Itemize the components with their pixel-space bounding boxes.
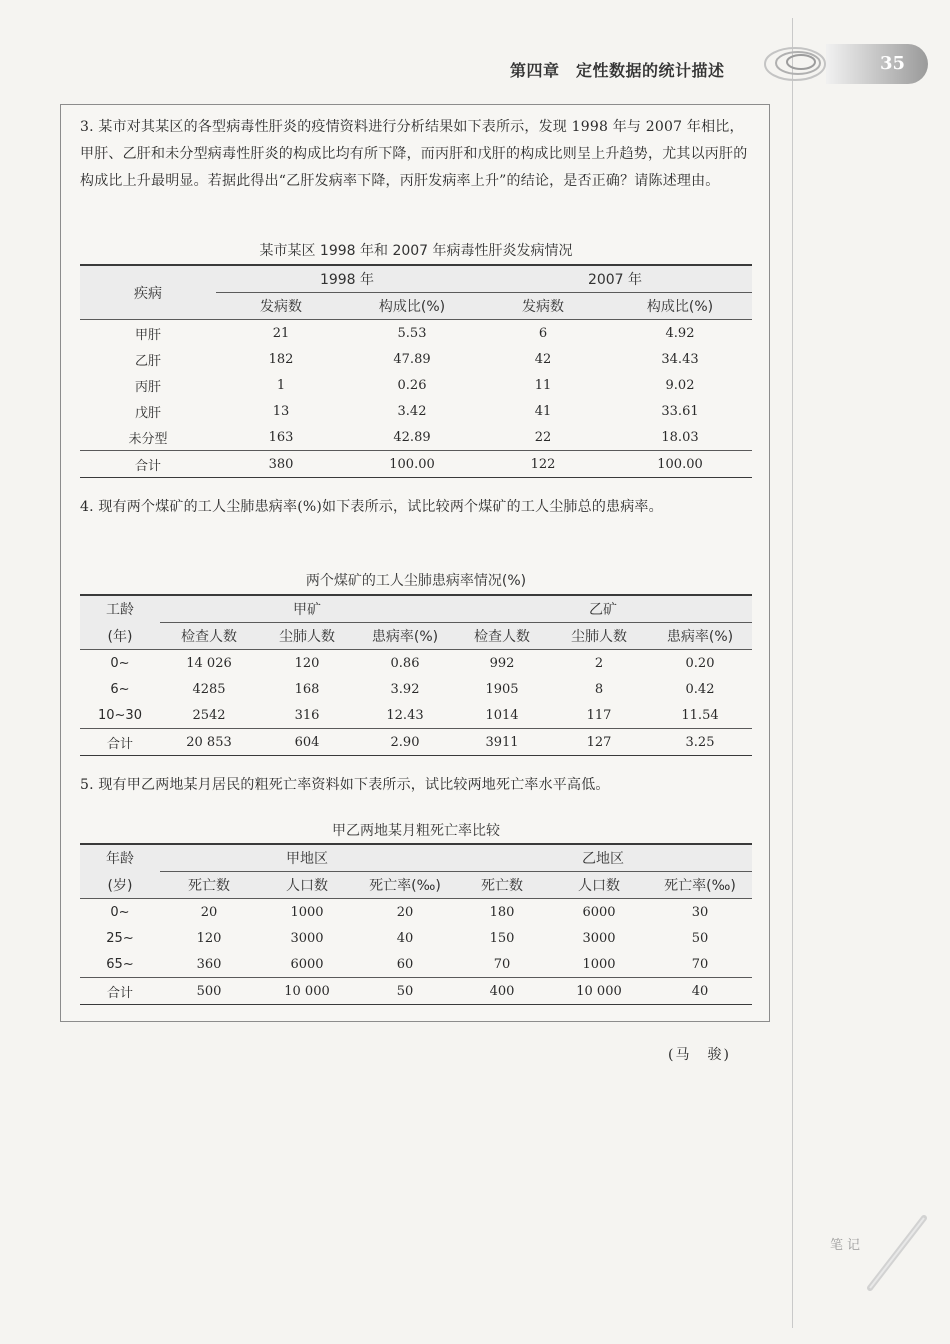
- table-cell: 5.53: [397, 325, 427, 341]
- table-cell: 34.43: [661, 351, 699, 367]
- column-header: 死亡数: [160, 872, 258, 899]
- group-header: 2007 年: [478, 265, 752, 293]
- question-5-text: 5. 现有甲乙两地某月居民的粗死亡率资料如下表所示，试比较两地死亡率水平高低。: [80, 777, 610, 793]
- page-number-tab: [826, 44, 928, 84]
- total-row: [80, 729, 752, 756]
- notes-label: 笔记: [830, 1238, 865, 1253]
- page-header: [0, 40, 950, 90]
- table-cell: 70: [691, 956, 709, 972]
- table-cell: 120: [196, 930, 222, 946]
- column-header: 人口数: [258, 872, 356, 899]
- table-cell: 10 000: [550, 978, 648, 1005]
- column-header: 尘肺人数: [550, 623, 648, 650]
- margin-divider: [792, 18, 793, 1328]
- table-cell: 40: [648, 978, 752, 1005]
- table-cell: 6~: [110, 681, 130, 697]
- table-cell: 3.42: [397, 403, 427, 419]
- table-cell: 丙肝: [134, 379, 161, 395]
- table-cell: 10 000: [258, 978, 356, 1005]
- table-cell: 11.54: [681, 707, 719, 723]
- table-cell: 1905: [485, 681, 519, 697]
- table-cell: 168: [294, 681, 320, 697]
- table-cell: 18.03: [661, 429, 699, 445]
- table-cell: 316: [294, 707, 320, 723]
- table-1-caption: 某市某区 1998 年和 2007 年病毒性肝炎发病情况: [259, 243, 573, 259]
- table-cell: 1014: [485, 707, 519, 723]
- table-cell: 604: [258, 729, 356, 756]
- table-cell: 3.25: [648, 729, 752, 756]
- table-row: [80, 925, 752, 951]
- column-header: 发病数: [216, 293, 346, 320]
- table-cell: 合计: [80, 729, 160, 756]
- table-row: [80, 320, 752, 347]
- table-cell: 3000: [290, 930, 324, 946]
- row-header: (年): [80, 623, 160, 650]
- table-row: [80, 650, 752, 677]
- column-header: 构成比(%): [608, 293, 752, 320]
- table-row: [80, 899, 752, 926]
- column-header: 死亡率(‰): [356, 872, 454, 899]
- table-cell: 127: [550, 729, 648, 756]
- table-cell: 50: [691, 930, 709, 946]
- table-cell: 60: [396, 956, 414, 972]
- table-cell: 47.89: [393, 351, 431, 367]
- row-header: 年龄: [80, 844, 160, 872]
- table-cell: 20: [200, 904, 218, 920]
- row-header: (岁): [80, 872, 160, 899]
- table-cell: 2: [594, 655, 604, 671]
- table-cell: 42.89: [393, 429, 431, 445]
- table-cell: 22: [534, 429, 552, 445]
- total-row: [80, 451, 752, 478]
- column-header: 患病率(%): [648, 623, 752, 650]
- question-3-text: 3. 某市对其某区的各型病毒性肝炎的疫情资料进行分析结果如下表所示，发现 1998 年与 2007 年相比，甲肝、乙肝和未分型病毒性肝炎的构成比均有所下降，而丙肝和戊肝的构成比则呈上升趋势，尤其以丙肝的构成比上升最明显。若据此得出“乙肝发病率下降，丙肝发病率上升”的结论，是否正确？请陈述理由。: [80, 119, 748, 189]
- column-header: 患病率(%): [356, 623, 454, 650]
- table-cell: 1000: [582, 956, 616, 972]
- table-3: [80, 843, 752, 1005]
- table-cell: 182: [268, 351, 294, 367]
- table-cell: 30: [691, 904, 709, 920]
- table-cell: 3000: [582, 930, 616, 946]
- table-cell: 70: [493, 956, 511, 972]
- table-cell: 150: [489, 930, 515, 946]
- table-cell: 6000: [582, 904, 616, 920]
- table-cell: 120: [294, 655, 320, 671]
- table-cell: 360: [196, 956, 222, 972]
- table-cell: 9.02: [665, 377, 695, 393]
- table-row: [80, 702, 752, 729]
- table-cell: 20 853: [160, 729, 258, 756]
- table-cell: 14 026: [186, 655, 232, 671]
- row-header: 工龄: [80, 595, 160, 623]
- table-cell: 4285: [192, 681, 226, 697]
- table-cell: 0~: [110, 655, 130, 671]
- table-cell: 380: [216, 451, 346, 478]
- group-header: 1998 年: [216, 265, 478, 293]
- table-cell: 0~: [110, 904, 130, 920]
- row-header: 疾病: [80, 265, 216, 320]
- table-cell: 400: [454, 978, 550, 1005]
- column-header: 检查人数: [454, 623, 550, 650]
- table-cell: 500: [160, 978, 258, 1005]
- page-number: 35: [880, 53, 906, 74]
- table-cell: 2.90: [356, 729, 454, 756]
- table-cell: 65~: [106, 956, 134, 972]
- total-row: [80, 978, 752, 1005]
- table-2-caption: 两个煤矿的工人尘肺患病率情况(%): [305, 573, 527, 589]
- column-header: 死亡率(‰): [648, 872, 752, 899]
- table-cell: 10~30: [98, 707, 142, 723]
- column-header: 构成比(%): [346, 293, 478, 320]
- column-header: 人口数: [550, 872, 648, 899]
- table-cell: 122: [478, 451, 608, 478]
- table-cell: 100.00: [608, 451, 752, 478]
- table-cell: 40: [396, 930, 414, 946]
- table-cell: 6: [538, 325, 548, 341]
- column-header: 死亡数: [454, 872, 550, 899]
- table-cell: 33.61: [661, 403, 699, 419]
- table-row: [80, 372, 752, 398]
- table-cell: 0.42: [685, 681, 715, 697]
- table-cell: 0.26: [397, 377, 427, 393]
- table-cell: 8: [594, 681, 604, 697]
- table-cell: 合计: [80, 978, 160, 1005]
- table-cell: 乙肝: [134, 353, 161, 369]
- table-cell: 未分型: [128, 431, 168, 447]
- table-cell: 25~: [106, 930, 134, 946]
- group-header: 乙矿: [454, 595, 752, 623]
- table-cell: 4.92: [665, 325, 695, 341]
- table-cell: 11: [534, 377, 552, 393]
- table-cell: 1000: [290, 904, 324, 920]
- table-cell: 163: [268, 429, 294, 445]
- table-cell: 20: [396, 904, 414, 920]
- table-cell: 42: [534, 351, 552, 367]
- table-cell: 13: [272, 403, 290, 419]
- column-header: 尘肺人数: [258, 623, 356, 650]
- table-1: [80, 264, 752, 478]
- table-cell: 合计: [80, 451, 216, 478]
- column-header: 发病数: [478, 293, 608, 320]
- chapter-title: 第四章 定性数据的统计描述: [510, 61, 725, 80]
- table-cell: 3.92: [390, 681, 420, 697]
- group-header: 乙地区: [454, 844, 752, 872]
- table-cell: 0.20: [685, 655, 715, 671]
- table-2: [80, 594, 752, 756]
- question-4-text: 4. 现有两个煤矿的工人尘肺患病率(%)如下表所示，试比较两个煤矿的工人尘肺总的患病率。: [80, 499, 663, 515]
- table-row: [80, 398, 752, 424]
- table-row: [80, 424, 752, 451]
- table-cell: 戊肝: [134, 405, 161, 421]
- table-cell: 992: [489, 655, 515, 671]
- table-cell: 甲肝: [134, 327, 161, 343]
- table-cell: 180: [489, 904, 515, 920]
- table-row: [80, 346, 752, 372]
- table-3-caption: 甲乙两地某月粗死亡率比较: [332, 823, 500, 839]
- pencil-icon: [862, 1214, 932, 1294]
- table-cell: 50: [356, 978, 454, 1005]
- table-cell: 2542: [192, 707, 226, 723]
- author-credit: (马 骏): [668, 1047, 731, 1063]
- table-cell: 1: [276, 377, 286, 393]
- table-cell: 100.00: [346, 451, 478, 478]
- swirl-ornament-icon: [760, 42, 830, 86]
- table-cell: 0.86: [390, 655, 420, 671]
- table-cell: 12.43: [386, 707, 424, 723]
- table-row: [80, 951, 752, 978]
- group-header: 甲地区: [160, 844, 454, 872]
- table-cell: 3911: [454, 729, 550, 756]
- table-cell: 117: [586, 707, 612, 723]
- table-cell: 21: [272, 325, 290, 341]
- group-header: 甲矿: [160, 595, 454, 623]
- column-header: 检查人数: [160, 623, 258, 650]
- table-row: [80, 676, 752, 702]
- table-cell: 6000: [290, 956, 324, 972]
- table-cell: 41: [534, 403, 552, 419]
